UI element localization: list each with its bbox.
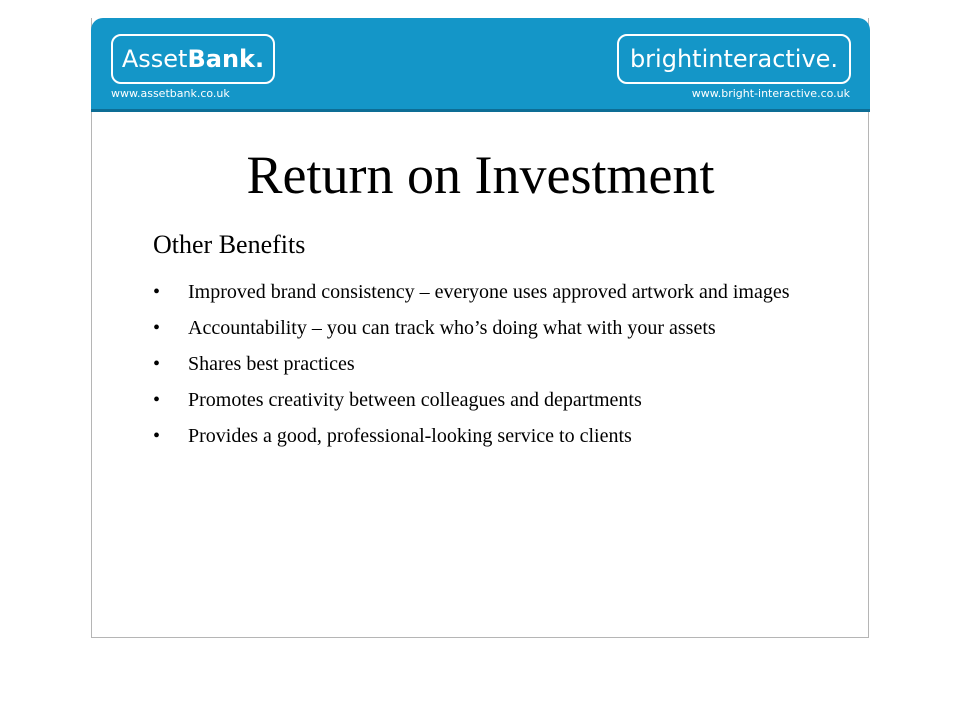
header-banner [91,18,870,112]
bullet-marker: • [153,317,161,339]
assetbank-url[interactable]: www.assetbank.co.uk [111,87,230,100]
bullet-list [153,282,813,462]
bullet-item [153,426,813,447]
bullet-marker: • [153,353,161,375]
brightinteractive-url[interactable]: www.bright-interactive.co.uk [691,87,850,100]
bullet-item [153,390,813,411]
bullet-text: Shares best practices [188,353,355,375]
assetbank-logo-part1: Asset [121,45,188,73]
bullet-marker: • [153,389,161,411]
assetbank-logo[interactable] [111,34,275,84]
bullet-item [153,354,813,375]
bullet-item [153,318,813,339]
bullet-text: Improved brand consistency – everyone uses approved artwork and images [188,281,790,303]
bullet-item [153,282,813,303]
brightinteractive-logo[interactable] [617,34,851,84]
brightinteractive-logo-part1: bright [629,45,702,73]
bullet-marker: • [153,425,161,447]
bullet-marker: • [153,281,161,303]
bullet-text: Accountability – you can track who’s doing what with your assets [188,317,716,339]
bullet-text: Provides a good, professional-looking service to clients [188,425,632,447]
bullet-text: Promotes creativity between colleagues and departments [188,389,642,411]
slide-subtitle: Other Benefits [153,230,306,259]
slide-title: Return on Investment [246,145,715,205]
brightinteractive-logo-part2: interactive. [701,45,839,73]
assetbank-logo-part2: Bank. [187,45,265,73]
